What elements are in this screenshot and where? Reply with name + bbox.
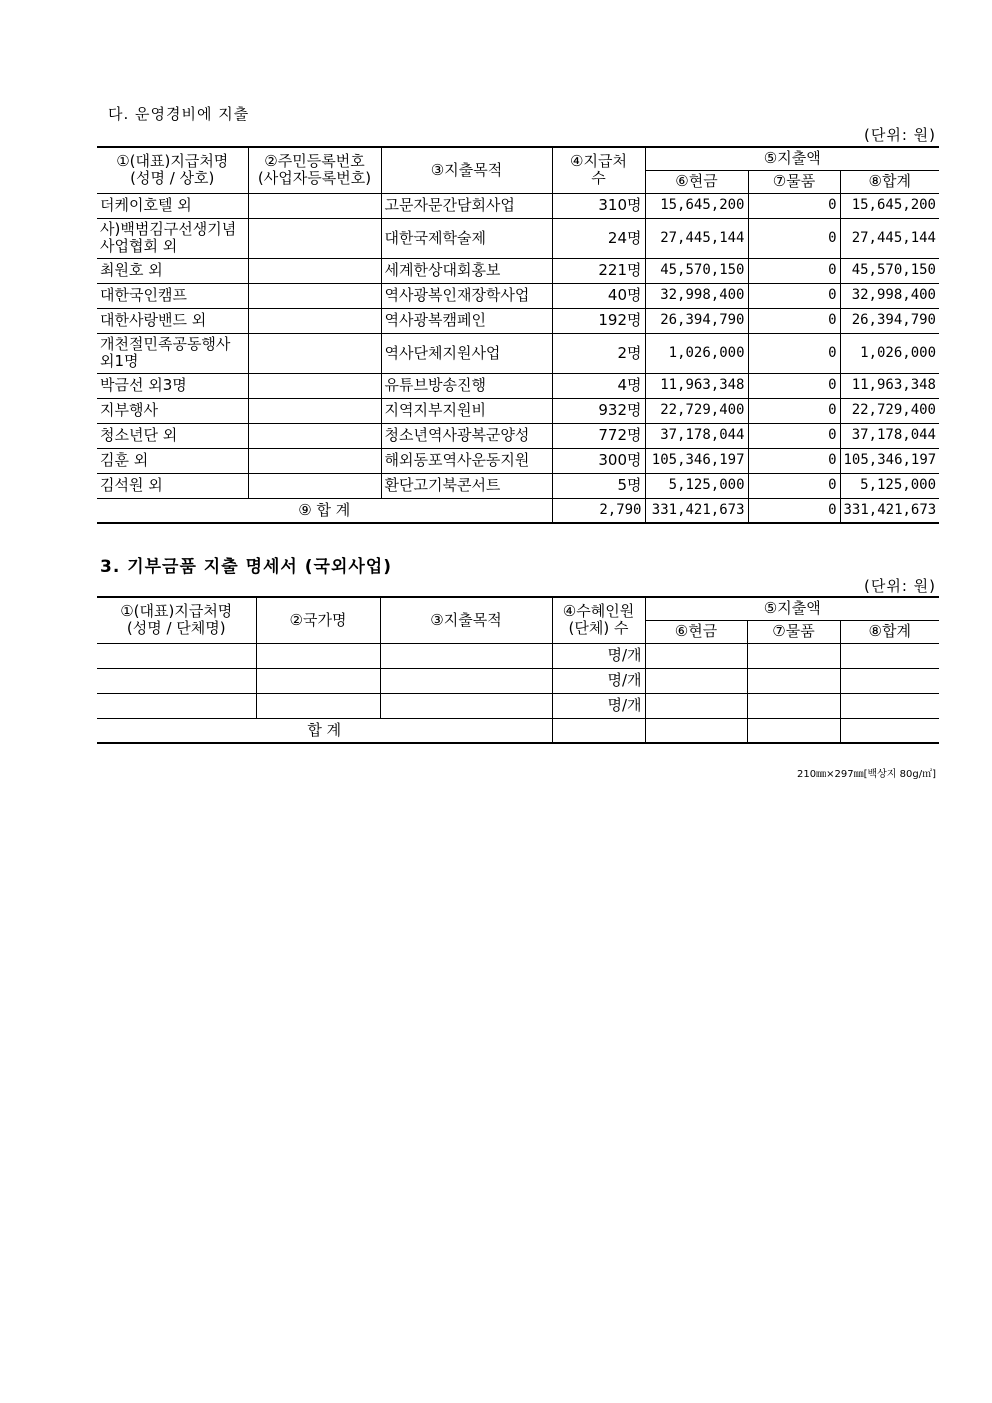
operating-expenses-table bbox=[97, 146, 939, 524]
goods-cell: 0 bbox=[748, 283, 840, 308]
country-cell bbox=[256, 668, 380, 693]
purpose-cell: 세계한상대회홍보 bbox=[381, 258, 552, 283]
cash-cell bbox=[645, 643, 747, 668]
total-goods: 0 bbox=[748, 498, 840, 523]
count-cell: 932명 bbox=[552, 398, 645, 423]
goods-cell: 0 bbox=[748, 373, 840, 398]
unit-label-2: (단위: 원) bbox=[864, 577, 936, 595]
payee-cell: 개천절민족공동행사 외1명 bbox=[97, 333, 248, 373]
payee-cell: 사)백범김구선생기념사업협회 외 bbox=[97, 218, 248, 258]
total-cell: 5,125,000 bbox=[840, 473, 939, 498]
count-cell: 명/개 bbox=[552, 693, 645, 718]
total-cell: 37,178,044 bbox=[840, 423, 939, 448]
goods-cell: 0 bbox=[748, 398, 840, 423]
total-cell bbox=[840, 668, 939, 693]
table-row bbox=[97, 193, 939, 218]
cash-cell: 15,645,200 bbox=[645, 193, 748, 218]
count-cell: 192명 bbox=[552, 308, 645, 333]
table-row bbox=[97, 283, 939, 308]
reg-no-cell bbox=[248, 473, 381, 498]
goods-cell: 0 bbox=[748, 258, 840, 283]
total-label-2: 합 계 bbox=[97, 718, 552, 743]
total-cell: 22,729,400 bbox=[840, 398, 939, 423]
payee-cell bbox=[97, 668, 256, 693]
total-count: 2,790 bbox=[552, 498, 645, 523]
reg-no-cell bbox=[248, 218, 381, 258]
count-cell: 5명 bbox=[552, 473, 645, 498]
total-cell bbox=[840, 693, 939, 718]
payee-cell bbox=[97, 693, 256, 718]
count-cell: 310명 bbox=[552, 193, 645, 218]
total-cell: 105,346,197 bbox=[840, 448, 939, 473]
purpose-cell bbox=[380, 668, 552, 693]
reg-no-cell bbox=[248, 193, 381, 218]
payee-cell: 최원호 외 bbox=[97, 258, 248, 283]
header-purpose: ③지출목적 bbox=[381, 147, 552, 193]
count-cell: 40명 bbox=[552, 283, 645, 308]
goods-cell: 0 bbox=[748, 308, 840, 333]
count-cell: 2명 bbox=[552, 333, 645, 373]
header-total: ⑧합계 bbox=[840, 170, 939, 193]
header-goods-2: ⑦물품 bbox=[747, 620, 840, 643]
header-beneficiaries: ④수혜인원 (단체) 수 bbox=[552, 597, 645, 643]
purpose-cell bbox=[380, 693, 552, 718]
total-cell: 1,026,000 bbox=[840, 333, 939, 373]
header-reg-no: ②주민등록번호 (사업자등록번호) bbox=[248, 147, 381, 193]
table-row bbox=[97, 643, 939, 668]
goods-cell bbox=[747, 693, 840, 718]
table-row bbox=[97, 308, 939, 333]
reg-no-cell bbox=[248, 398, 381, 423]
header-total-2: ⑧합계 bbox=[840, 620, 939, 643]
total-cell: 26,394,790 bbox=[840, 308, 939, 333]
total-cell: 27,445,144 bbox=[840, 218, 939, 258]
goods-cell: 0 bbox=[748, 448, 840, 473]
purpose-cell: 해외동포역사운동지원 bbox=[381, 448, 552, 473]
table-row bbox=[97, 448, 939, 473]
header-payee-2: ①(대표)지급처명 (성명 / 단체명) bbox=[97, 597, 256, 643]
header-purpose-2: ③지출목적 bbox=[380, 597, 552, 643]
purpose-cell: 역사단체지원사업 bbox=[381, 333, 552, 373]
purpose-cell: 청소년역사광복군양성 bbox=[381, 423, 552, 448]
total-goods-2 bbox=[747, 718, 840, 743]
payee-cell: 지부행사 bbox=[97, 398, 248, 423]
total-row-2 bbox=[97, 718, 939, 743]
payee-cell: 박금선 외3명 bbox=[97, 373, 248, 398]
header-count: ④지급처 수 bbox=[552, 147, 645, 193]
count-cell: 24명 bbox=[552, 218, 645, 258]
count-cell: 명/개 bbox=[552, 668, 645, 693]
purpose-cell: 고문자문간담회사업 bbox=[381, 193, 552, 218]
header-cash: ⑥현금 bbox=[645, 170, 748, 193]
header-country: ②국가명 bbox=[256, 597, 380, 643]
table-row bbox=[97, 258, 939, 283]
payee-cell: 대한사랑밴드 외 bbox=[97, 308, 248, 333]
total-cell bbox=[840, 643, 939, 668]
reg-no-cell bbox=[248, 448, 381, 473]
reg-no-cell bbox=[248, 333, 381, 373]
total-sum: 331,421,673 bbox=[840, 498, 939, 523]
cash-cell bbox=[645, 693, 747, 718]
total-count-2 bbox=[552, 718, 645, 743]
reg-no-cell bbox=[248, 423, 381, 448]
cash-cell: 37,178,044 bbox=[645, 423, 748, 448]
payee-cell: 김석원 외 bbox=[97, 473, 248, 498]
payee-cell: 더케이호텔 외 bbox=[97, 193, 248, 218]
section-3-title: 3. 기부금품 지출 명세서 (국외사업) bbox=[100, 557, 392, 577]
paper-spec-note: 210㎜×297㎜[백상지 80g/㎡] bbox=[797, 769, 936, 780]
goods-cell: 0 bbox=[748, 193, 840, 218]
reg-no-cell bbox=[248, 283, 381, 308]
cash-cell: 45,570,150 bbox=[645, 258, 748, 283]
unit-label: (단위: 원) bbox=[864, 126, 936, 144]
purpose-cell: 역사광복인재장학사업 bbox=[381, 283, 552, 308]
payee-cell: 대한국인캠프 bbox=[97, 283, 248, 308]
cash-cell bbox=[645, 668, 747, 693]
goods-cell: 0 bbox=[748, 473, 840, 498]
total-cell: 15,645,200 bbox=[840, 193, 939, 218]
count-cell: 명/개 bbox=[552, 643, 645, 668]
total-cash: 331,421,673 bbox=[645, 498, 748, 523]
cash-cell: 105,346,197 bbox=[645, 448, 748, 473]
total-cell: 11,963,348 bbox=[840, 373, 939, 398]
purpose-cell: 역사광복캠페인 bbox=[381, 308, 552, 333]
purpose-cell bbox=[380, 643, 552, 668]
country-cell bbox=[256, 693, 380, 718]
goods-cell bbox=[747, 643, 840, 668]
table-row bbox=[97, 398, 939, 423]
goods-cell: 0 bbox=[748, 218, 840, 258]
header-payee: ①(대표)지급처명 (성명 / 상호) bbox=[97, 147, 248, 193]
cash-cell: 1,026,000 bbox=[645, 333, 748, 373]
table-row bbox=[97, 333, 939, 373]
goods-cell bbox=[747, 668, 840, 693]
reg-no-cell bbox=[248, 308, 381, 333]
total-label: ⑨ 합 계 bbox=[97, 498, 552, 523]
header-amount-2: ⑤지출액 bbox=[645, 597, 939, 620]
cash-cell: 22,729,400 bbox=[645, 398, 748, 423]
cash-cell: 5,125,000 bbox=[645, 473, 748, 498]
total-cell: 32,998,400 bbox=[840, 283, 939, 308]
total-sum-2 bbox=[840, 718, 939, 743]
payee-cell bbox=[97, 643, 256, 668]
reg-no-cell bbox=[248, 373, 381, 398]
purpose-cell: 유튜브방송진행 bbox=[381, 373, 552, 398]
cash-cell: 11,963,348 bbox=[645, 373, 748, 398]
count-cell: 772명 bbox=[552, 423, 645, 448]
table-row bbox=[97, 668, 939, 693]
total-cash-2 bbox=[645, 718, 747, 743]
count-cell: 300명 bbox=[552, 448, 645, 473]
cash-cell: 26,394,790 bbox=[645, 308, 748, 333]
purpose-cell: 지역지부지원비 bbox=[381, 398, 552, 423]
payee-cell: 청소년단 외 bbox=[97, 423, 248, 448]
header-cash-2: ⑥현금 bbox=[645, 620, 747, 643]
reg-no-cell bbox=[248, 258, 381, 283]
table-row bbox=[97, 693, 939, 718]
payee-cell: 김훈 외 bbox=[97, 448, 248, 473]
goods-cell: 0 bbox=[748, 333, 840, 373]
country-cell bbox=[256, 643, 380, 668]
header-amount: ⑤지출액 bbox=[645, 147, 939, 170]
cash-cell: 32,998,400 bbox=[645, 283, 748, 308]
table-row bbox=[97, 473, 939, 498]
count-cell: 221명 bbox=[552, 258, 645, 283]
table-row bbox=[97, 218, 939, 258]
cash-cell: 27,445,144 bbox=[645, 218, 748, 258]
section-heading: 다. 운영경비에 지출 bbox=[108, 105, 250, 123]
total-row bbox=[97, 498, 939, 523]
goods-cell: 0 bbox=[748, 423, 840, 448]
header-goods: ⑦물품 bbox=[748, 170, 840, 193]
table-row bbox=[97, 373, 939, 398]
purpose-cell: 환단고기북콘서트 bbox=[381, 473, 552, 498]
overseas-expenses-table bbox=[97, 596, 939, 744]
count-cell: 4명 bbox=[552, 373, 645, 398]
total-cell: 45,570,150 bbox=[840, 258, 939, 283]
purpose-cell: 대한국제학술제 bbox=[381, 218, 552, 258]
table-row bbox=[97, 423, 939, 448]
